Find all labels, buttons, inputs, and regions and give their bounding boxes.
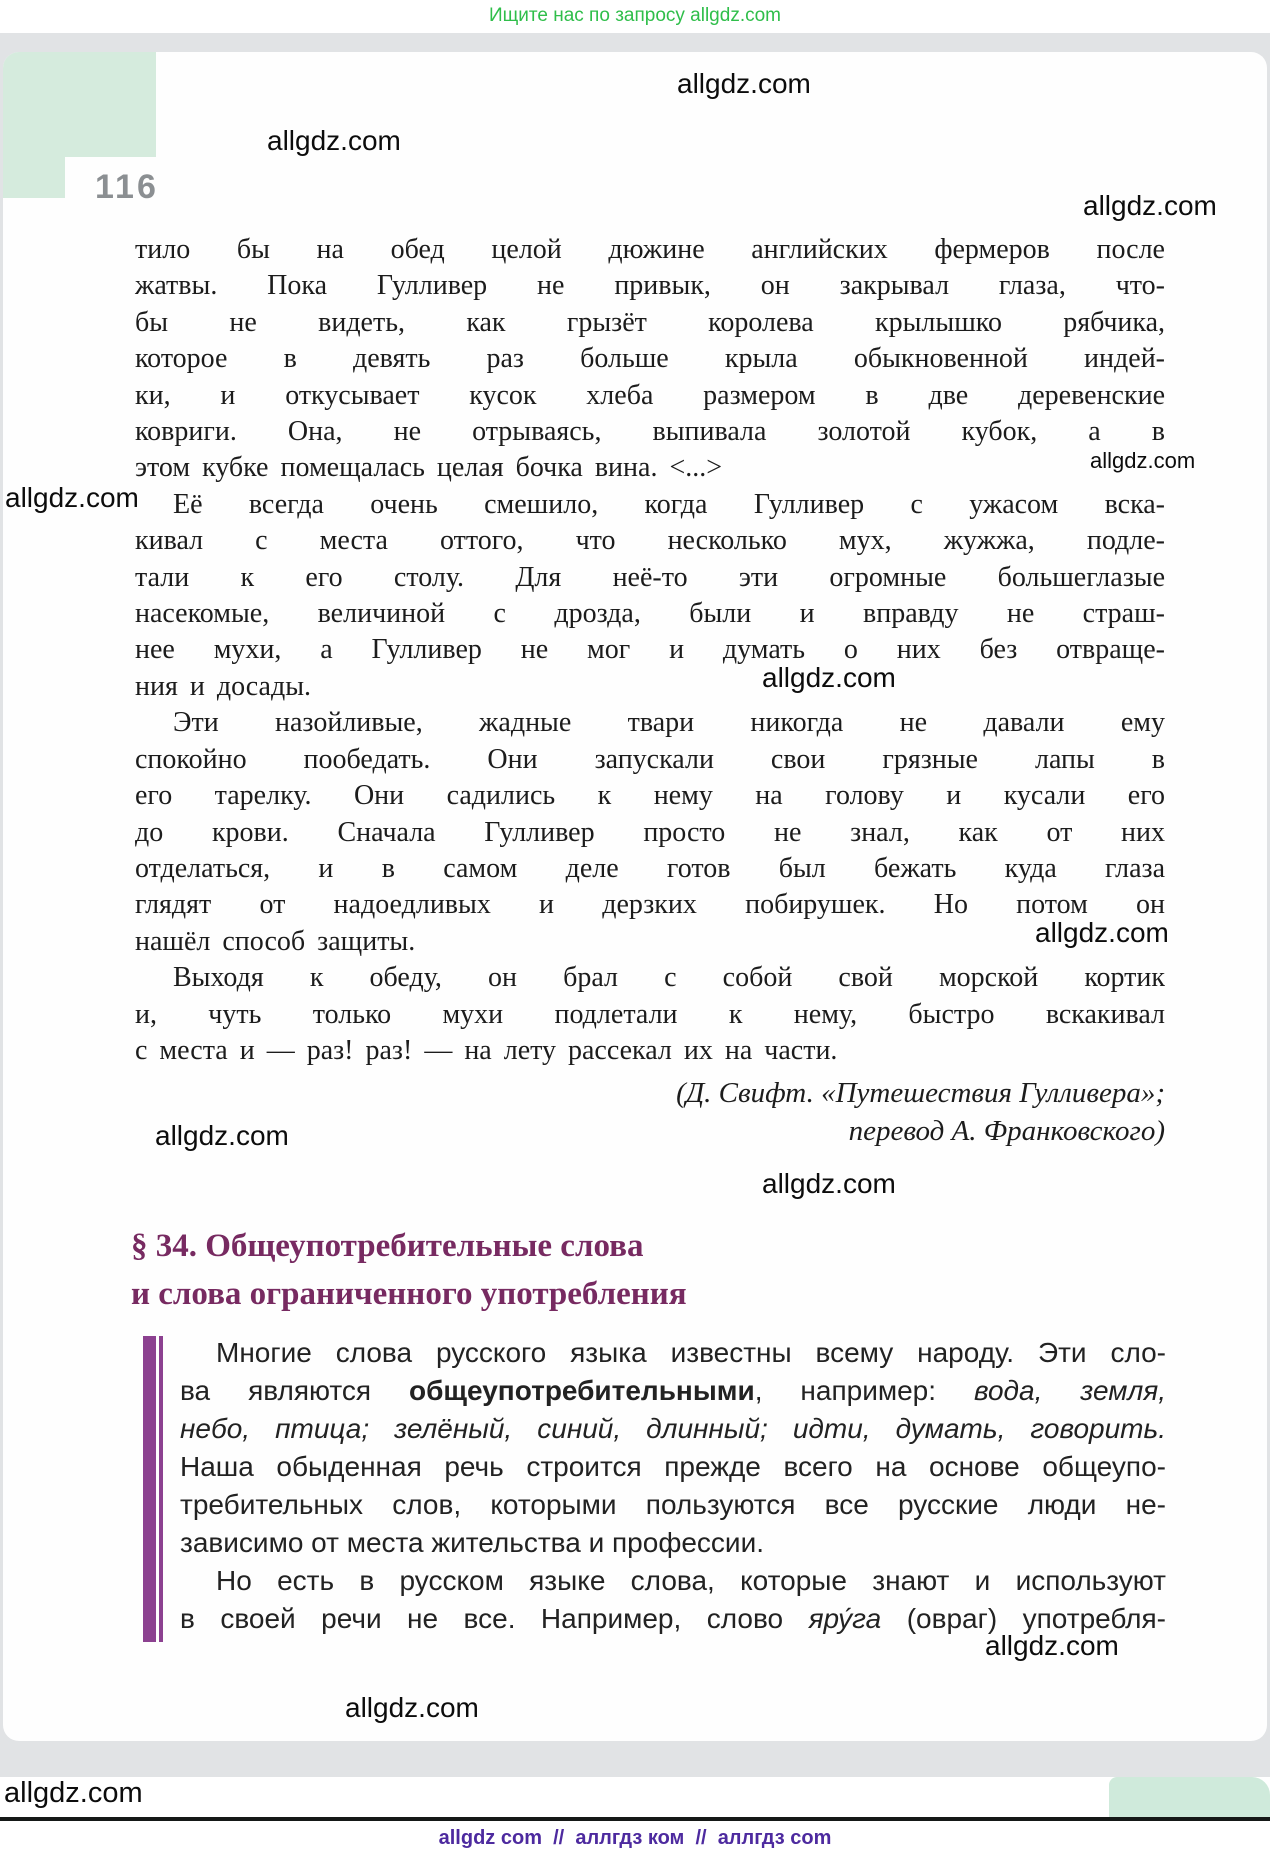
- section-heading: [131, 1222, 1131, 1318]
- watermark: allgdz.com: [5, 482, 139, 513]
- watermark: allgdz.com: [1083, 190, 1217, 221]
- watermark: allgdz.com: [677, 68, 811, 99]
- section-heading-line: и слова ограниченного употребления: [131, 1276, 687, 1312]
- text-line: Эти назойливые, жадные твари никогда не давали ему: [173, 707, 1165, 739]
- text-line: Её всегда очень смешило, когда Гулливер с ужасом вска-: [173, 488, 1165, 520]
- watermark: allgdz.com: [1035, 917, 1169, 948]
- text-line: спокойно пообедать. Они запускали свои грязные лапы в: [135, 743, 1165, 775]
- text-line: этом кубке помещалась целая бочка вина. <...>: [135, 452, 723, 484]
- section-heading-line: § 34. Общеупотребительные слова: [131, 1228, 644, 1264]
- rule-bar-thick: [143, 1336, 156, 1642]
- attribution-line: перевод А. Франковского): [848, 1115, 1165, 1147]
- text-line: зависимо от места жительства и профессии.: [180, 1527, 764, 1558]
- text-line: бы не видеть, как грызёт королева крылышко рябчика,: [135, 306, 1165, 338]
- text-line: Но есть в русском языке слова, которые знают и используют: [216, 1565, 1166, 1596]
- text-line: тали к его столу. Для неё-то эти огромные большеглазые: [135, 561, 1165, 593]
- watermark: allgdz.com: [762, 662, 896, 693]
- text-line: Выходя к обеду, он брал с собой свой морской кортик: [173, 962, 1165, 994]
- text-line: нашёл способ защиты.: [135, 925, 416, 957]
- corner-decor-large: [3, 52, 156, 157]
- text-line: нее мухи, а Гулливер не мог и думать о них без отвраще-: [135, 634, 1165, 666]
- watermark: allgdz.com: [155, 1120, 289, 1151]
- text-line: отделаться, и в самом деле готов был бежать куда глаза: [135, 852, 1165, 884]
- text-line: Многие слова русского языка известны всему народу. Эти сло-: [216, 1337, 1166, 1368]
- search-slogan: Ищите нас по запросу allgdz.com: [488, 5, 781, 26]
- text-line: ковриги. Она, не отрываясь, выпивала золотой кубок, а в: [135, 416, 1165, 448]
- attribution-line: (Д. Свифт. «Путешествия Гулливера»;: [676, 1077, 1165, 1109]
- textbook-page: [3, 52, 1267, 1741]
- text-line: насекомые, величиной с дрозда, были и вправду не страш-: [135, 598, 1165, 630]
- text-line: небо, птица; зелёный, синий, длинный; идти, думать, говорить.: [180, 1413, 1166, 1444]
- text-line: кивал с места оттого, что несколько мух, жужжа, подле-: [135, 525, 1165, 557]
- text-line: его тарелку. Они садились к нему на голову и кусали его: [135, 780, 1165, 812]
- footer-links: allgdz com // аллгдз ком // аллгдз com: [438, 1827, 832, 1849]
- corner-decor-bottom: [1109, 1777, 1270, 1817]
- watermark: allgdz.com: [1090, 448, 1196, 473]
- text-line: которое в девять раз больше крыла обыкновенной индей-: [135, 343, 1165, 375]
- text-line: Наша обыденная речь строится прежде всего на основе общеупо-: [180, 1451, 1166, 1482]
- divider-line: [0, 1817, 1270, 1821]
- watermark: allgdz.com: [985, 1630, 1119, 1661]
- text-line: в своей речи не все. Например, слово яру́га (овраг) употребля-: [180, 1603, 1167, 1634]
- page-number: 116: [95, 168, 159, 206]
- rule-text-block: [180, 1334, 1166, 1638]
- text-line: ки, и откусывает кусок хлеба размером в две деревенские: [135, 379, 1165, 411]
- text-line: требительных слов, которыми пользуются все русские люди не-: [180, 1489, 1166, 1520]
- watermark: allgdz.com: [4, 1777, 143, 1809]
- text-line: с места и — раз! раз! — на лету рассекал их на части.: [135, 1034, 838, 1066]
- top-banner: [0, 0, 1270, 33]
- text-line: тило бы на обед целой дюжине английских фермеров после: [135, 234, 1165, 265]
- source-attribution: [135, 1074, 1165, 1150]
- text-line: ва являются общеупотребительными, например: вода, земля,: [180, 1375, 1166, 1406]
- text-line: жатвы. Пока Гулливер не привык, он закрывал глаза, что-: [135, 270, 1165, 302]
- watermark: allgdz.com: [267, 125, 401, 156]
- text-line: до крови. Сначала Гулливер просто не знал, как от них: [135, 816, 1165, 848]
- text-line: ния и досады.: [135, 670, 312, 702]
- watermark: allgdz.com: [762, 1168, 896, 1199]
- text-line: и, чуть только мухи подлетали к нему, быстро вскакивал: [135, 998, 1165, 1030]
- corner-decor-small: [3, 157, 65, 198]
- watermark: allgdz.com: [345, 1692, 479, 1723]
- text-line: глядят от надоедливых и дерзких побирушек. Но потом он: [135, 889, 1165, 921]
- main-text-block: [135, 232, 1165, 1069]
- bottom-strip: [0, 1777, 1270, 1858]
- rule-bar-thin: [159, 1336, 163, 1642]
